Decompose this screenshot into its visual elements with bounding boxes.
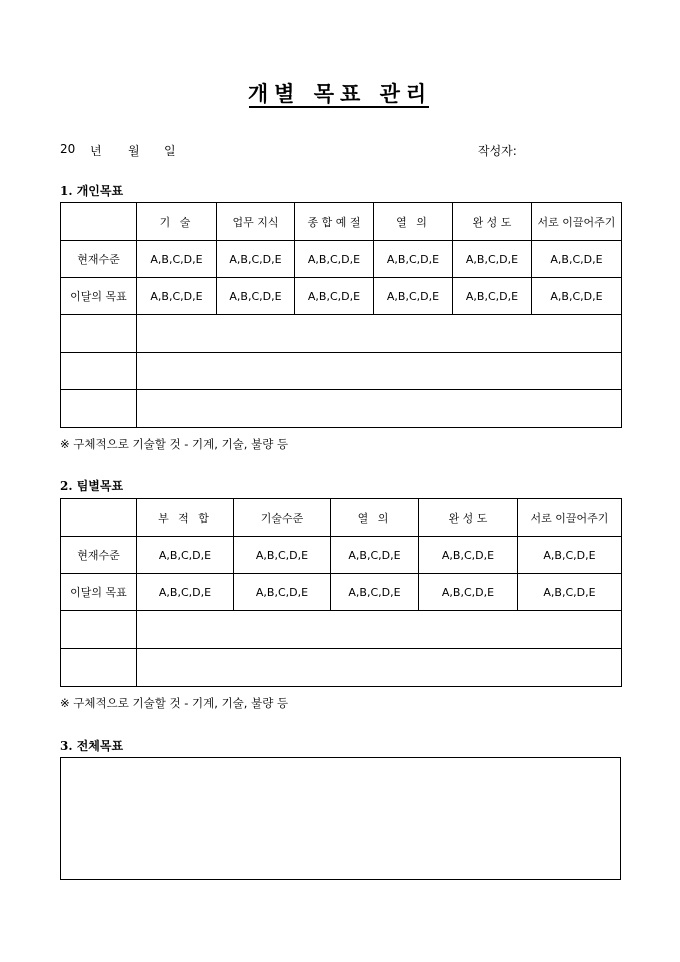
- grade-cell[interactable]: A,B,C,D,E: [331, 574, 419, 611]
- column-header: 서로 이끌어주기: [518, 499, 622, 537]
- column-header: 종 합 예 절: [295, 203, 374, 241]
- grade-cell[interactable]: A,B,C,D,E: [137, 278, 217, 315]
- blank-label-cell: [61, 611, 137, 649]
- section3-title: 3. 전체목표: [60, 739, 124, 753]
- table-header-row: [61, 499, 622, 537]
- table-header-row: [61, 203, 622, 241]
- section1-note: ※ 구체적으로 기술할 것 - 기계, 기술, 불량 등: [60, 437, 289, 451]
- date-year: 20: [60, 142, 76, 156]
- row-label: 이달의 목표: [61, 278, 137, 315]
- blank-row: [61, 315, 622, 353]
- table-row: [61, 278, 622, 315]
- row-label: 현재수준: [61, 241, 137, 278]
- blank-row: [61, 649, 622, 687]
- blank-entry-cell[interactable]: [137, 611, 622, 649]
- blank-row: [61, 611, 622, 649]
- blank-entry-cell[interactable]: [137, 390, 622, 428]
- grade-cell[interactable]: A,B,C,D,E: [532, 241, 622, 278]
- grade-cell[interactable]: A,B,C,D,E: [295, 241, 374, 278]
- grade-cell[interactable]: A,B,C,D,E: [137, 537, 234, 574]
- blank-label-cell: [61, 315, 137, 353]
- grade-cell[interactable]: A,B,C,D,E: [137, 241, 217, 278]
- title-underline: [249, 106, 429, 108]
- grade-cell[interactable]: A,B,C,D,E: [518, 574, 622, 611]
- section1-title: 1. 개인목표: [60, 184, 124, 198]
- grade-cell[interactable]: A,B,C,D,E: [234, 574, 331, 611]
- grade-cell[interactable]: A,B,C,D,E: [295, 278, 374, 315]
- date-month-unit: 월: [128, 144, 140, 158]
- grade-cell[interactable]: A,B,C,D,E: [374, 241, 453, 278]
- section2-note: ※ 구체적으로 기술할 것 - 기계, 기술, 불량 등: [60, 696, 289, 710]
- table-row: [61, 241, 622, 278]
- author-label: 작성자:: [478, 144, 517, 158]
- column-header: 열 의: [331, 499, 419, 537]
- team-goals-table: [60, 498, 622, 687]
- corner-cell: [61, 203, 137, 241]
- grade-cell[interactable]: A,B,C,D,E: [453, 241, 532, 278]
- grade-cell[interactable]: A,B,C,D,E: [331, 537, 419, 574]
- column-header: 완 성 도: [453, 203, 532, 241]
- grade-cell[interactable]: A,B,C,D,E: [374, 278, 453, 315]
- grade-cell[interactable]: A,B,C,D,E: [518, 537, 622, 574]
- grade-cell[interactable]: A,B,C,D,E: [419, 537, 518, 574]
- personal-goals-table: [60, 202, 622, 428]
- row-label: 현재수준: [61, 537, 137, 574]
- column-header: 완 성 도: [419, 499, 518, 537]
- blank-label-cell: [61, 353, 137, 390]
- date-day-unit: 일: [164, 144, 176, 158]
- grade-cell[interactable]: A,B,C,D,E: [532, 278, 622, 315]
- grade-cell[interactable]: A,B,C,D,E: [137, 574, 234, 611]
- blank-label-cell: [61, 390, 137, 428]
- column-header: 서로 이끌어주기: [532, 203, 622, 241]
- blank-row: [61, 353, 622, 390]
- section2-title: 2. 팀별목표: [60, 479, 124, 493]
- grade-cell[interactable]: A,B,C,D,E: [217, 241, 295, 278]
- column-header: 업무 지식: [217, 203, 295, 241]
- blank-label-cell: [61, 649, 137, 687]
- overall-goals-box[interactable]: [60, 757, 621, 880]
- page-title: 개별 목표 관리: [247, 81, 433, 106]
- column-header: 기술수준: [234, 499, 331, 537]
- row-label: 이달의 목표: [61, 574, 137, 611]
- blank-row: [61, 390, 622, 428]
- grade-cell[interactable]: A,B,C,D,E: [234, 537, 331, 574]
- corner-cell: [61, 499, 137, 537]
- table-row: [61, 574, 622, 611]
- column-header: 기 술: [137, 203, 217, 241]
- column-header: 열 의: [374, 203, 453, 241]
- blank-entry-cell[interactable]: [137, 315, 622, 353]
- table-row: [61, 537, 622, 574]
- blank-entry-cell[interactable]: [137, 353, 622, 390]
- grade-cell[interactable]: A,B,C,D,E: [419, 574, 518, 611]
- grade-cell[interactable]: A,B,C,D,E: [217, 278, 295, 315]
- date-year-unit: 년: [90, 144, 102, 158]
- column-header: 부 적 합: [137, 499, 234, 537]
- grade-cell[interactable]: A,B,C,D,E: [453, 278, 532, 315]
- blank-entry-cell[interactable]: [137, 649, 622, 687]
